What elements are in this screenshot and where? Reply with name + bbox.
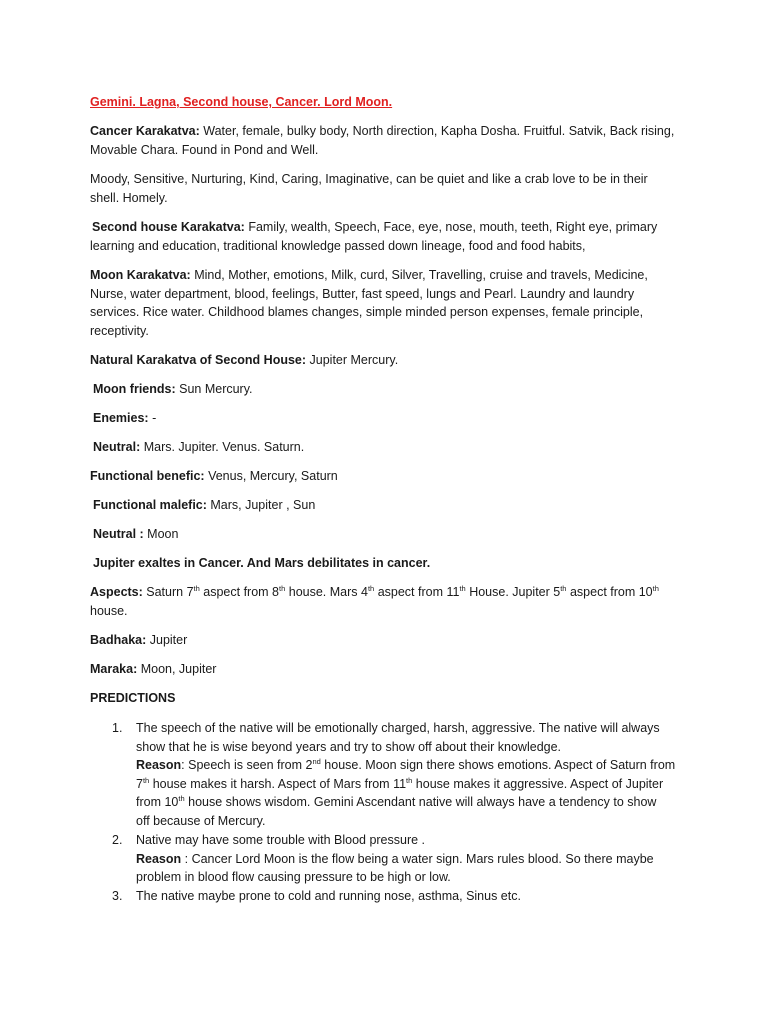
reason-label: Reason (136, 851, 182, 866)
list-item-reason-line (136, 793, 656, 812)
enemies-line (93, 409, 156, 428)
exaltation-text: Jupiter exaltes in Cancer. And Mars debilitates in cancer. (93, 556, 431, 570)
moon-karakatva-label: Moon Karakatva: (90, 268, 191, 282)
natural-karakatva-text: Jupiter Mercury. (306, 353, 399, 367)
cancer-karakatva-text: Water, female, bulky body, North direction, Kapha Dosha. Fruitful. Satvik, Back rising, (199, 124, 675, 138)
superscript: th (560, 584, 567, 593)
moon-friends-label: Moon friends: (93, 382, 176, 396)
reason-text: from 10 (136, 795, 179, 809)
enemies-text: - (148, 411, 157, 425)
second-house-line-2: learning and education, traditional knowledge passed down lineage, food and food habits, (90, 238, 586, 253)
neutral-text-2: Moon (143, 527, 179, 541)
maraka-label: Maraka: (90, 662, 138, 676)
cancer-karakatva-line-1 (90, 122, 674, 141)
reason-label: Reason (136, 758, 182, 772)
natural-karakatva-line (90, 351, 398, 370)
natural-karakatva-label: Natural Karakatva of Second House: (90, 353, 307, 367)
reason-text: : Speech is seen from 2 (181, 758, 313, 772)
superscript: th (652, 584, 659, 593)
superscript: th (406, 775, 413, 785)
badhaka-label: Badhaka: (90, 633, 147, 647)
exaltation-line (93, 554, 430, 573)
superscript: th (279, 584, 286, 593)
neutral-label-2: Neutral : (93, 527, 144, 541)
second-house-text: Family, wealth, Speech, Face, eye, nose, mouth, teeth, Right eye, primary (244, 220, 658, 234)
moon-karakatva-text: Mind, Mother, emotions, Milk, curd, Silver, Travelling, cruise and travels, Medicine, (190, 268, 648, 282)
functional-malefic-label: Functional malefic: (93, 498, 207, 512)
aspects-text: aspect from 11 (374, 585, 460, 599)
moody-line-2: shell. Homely. (90, 190, 168, 205)
second-house-line-1 (92, 218, 657, 237)
neutral-line-2 (93, 525, 178, 544)
list-item-line: Native may have some trouble with Blood pressure . (136, 833, 426, 847)
aspects-text: aspect from 10 (566, 585, 653, 599)
reason-text: house makes it aggressive. Aspect of Jupiter (412, 776, 664, 791)
list-item-number: 3. (112, 889, 123, 903)
reason-text: : Cancer Lord Moon is the flow being a water sign. Mars rules blood. So there maybe (181, 851, 654, 866)
moon-friends-line (93, 380, 253, 399)
list-item-number: 2. (112, 833, 123, 847)
predictions-title (90, 689, 175, 708)
aspects-text: House. Jupiter 5 (465, 585, 561, 599)
functional-malefic-text: Mars, Jupiter , Sun (206, 498, 316, 512)
aspects-line-1 (90, 583, 659, 602)
superscript: nd (312, 757, 321, 766)
page-heading: Gemini. Lagna, Second house, Cancer. Lord Moon. (90, 95, 393, 109)
reason-text: house shows wisdom. Gemini Ascendant native will always have a tendency to show (184, 795, 657, 809)
list-item-reason-line (136, 850, 654, 869)
maraka-text: Moon, Jupiter (137, 662, 217, 676)
superscript: th (142, 775, 150, 785)
list-item-line: show that he is wise beyond years and try to show off about their knowledge. (136, 739, 562, 754)
cancer-karakatva-label: Cancer Karakatva: (90, 124, 200, 138)
list-item-reason-line (136, 775, 663, 794)
moon-karakatva-line-1 (90, 266, 648, 285)
moon-karakatva-line-2: Nurse, water department, blood, feelings, Butter, fast speed, lungs and Pearl. Laundry and laundry (90, 286, 635, 301)
cancer-karakatva-line-2: Movable Chara. Found in Pond and Well. (90, 142, 319, 157)
list-item-line: The native maybe prone to cold and running nose, asthma, Sinus etc. (136, 889, 521, 903)
superscript: th (178, 794, 185, 803)
moon-karakatva-line-4: receptivity. (90, 323, 149, 338)
neutral-label-1: Neutral: (93, 440, 141, 454)
list-item-line: The speech of the native will be emotionally charged, harsh, aggressive. The native will always (136, 721, 660, 735)
predictions-title-text: PREDICTIONS (90, 691, 176, 705)
list-item-reason-line: off because of Mercury. (136, 813, 266, 828)
aspects-text: house. Mars 4 (285, 585, 368, 599)
reason-text: 7 (136, 776, 143, 791)
aspects-line-2: house. (90, 603, 128, 618)
aspects-label: Aspects: (90, 585, 143, 599)
enemies-label: Enemies: (93, 411, 149, 425)
superscript: th (367, 584, 375, 593)
reason-text: house makes it harsh. Aspect of Mars from 11 (149, 776, 407, 791)
functional-malefic-line (93, 496, 315, 515)
neutral-text-1: Mars. Jupiter. Venus. Saturn. (140, 440, 305, 454)
second-house-label: Second house Karakatva: (92, 220, 245, 234)
aspects-text: aspect from 8 (199, 585, 279, 599)
superscript: th (193, 584, 200, 593)
functional-benefic-text: Venus, Mercury, Saturn (204, 469, 338, 483)
moon-friends-text: Sun Mercury. (175, 382, 253, 396)
superscript: th (459, 584, 466, 593)
list-item-reason-line: problem in blood flow causing pressure to be high or low. (136, 870, 451, 884)
aspects-text: Saturn 7 (142, 585, 194, 599)
moon-karakatva-line-3: services. Rice water. Childhood blames changes, simple minded person expenses, female principle, (90, 305, 644, 319)
maraka-line (90, 660, 216, 679)
reason-text: house. Moon sign there shows emotions. Aspect of Saturn from (320, 758, 676, 772)
list-item-number: 1. (112, 721, 123, 735)
functional-benefic-label: Functional benefic: (90, 469, 205, 483)
badhaka-text: Jupiter (146, 633, 188, 647)
badhaka-line (90, 631, 187, 650)
moody-line-1: Moody, Sensitive, Nurturing, Kind, Caring, Imaginative, can be quiet and like a crab love to be in their (90, 172, 648, 186)
list-item-reason-line (136, 756, 675, 775)
neutral-line-1 (93, 438, 304, 457)
functional-benefic-line (90, 467, 338, 486)
